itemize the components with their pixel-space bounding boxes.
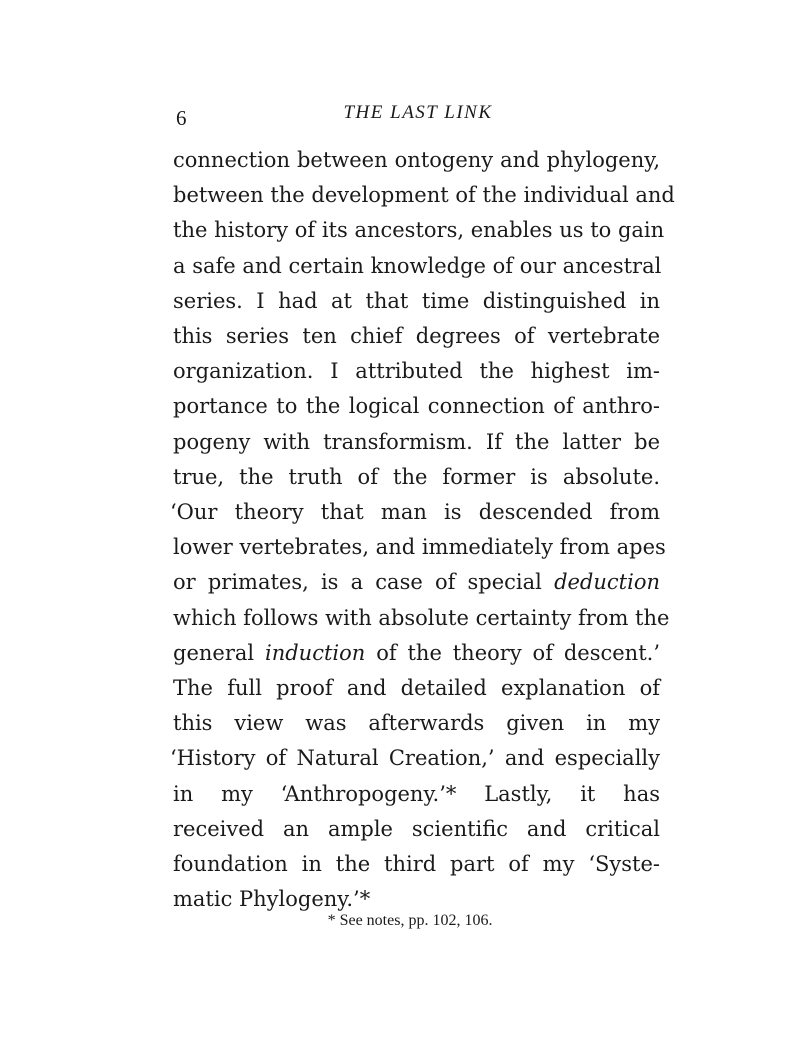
- text-line: [173, 636, 660, 671]
- text-line: foundation in the third part of my ‘Syste-: [173, 852, 660, 877]
- text-segment: or primates, is a case of special: [173, 570, 542, 595]
- text-line: portance to the logical connection of anthro-: [173, 394, 660, 419]
- italic-term: deduction: [554, 570, 660, 595]
- body-text: [170, 143, 675, 917]
- text-line: The full proof and detailed explanation of: [173, 676, 660, 701]
- text-line: true, the truth of the former is absolute.: [173, 464, 660, 489]
- text-line: connection between ontogeny and phylogeny,: [173, 148, 660, 172]
- text-line: this series ten chief degrees of vertebrate: [173, 324, 660, 349]
- italic-term: induction: [265, 640, 366, 665]
- text-line: [173, 565, 660, 600]
- text-line: ‘Our theory that man is descended from: [170, 500, 660, 525]
- page-number: 6: [176, 106, 187, 130]
- text-segment: general: [173, 640, 255, 665]
- text-line: organization. I attributed the highest im-: [173, 359, 660, 384]
- text-line: pogeny with transformism. If the latter be: [173, 429, 660, 454]
- text-line: which follows with absolute certainty from the: [173, 605, 670, 630]
- text-line: ‘History of Natural Creation,’ and especially: [170, 746, 660, 771]
- text-line: a safe and certain knowledge of our ancestral: [173, 253, 662, 278]
- text-line: in my ‘Anthropogeny.’* Lastly, it has: [173, 781, 660, 806]
- text-line: lower vertebrates, and immediately from apes: [173, 535, 666, 560]
- running-head: THE LAST LINK: [343, 102, 493, 123]
- text-line: the history of its ancestors, enables us to gain: [173, 218, 665, 243]
- text-segment: of the theory of descent.’: [376, 640, 661, 665]
- text-line: between the development of the individual and: [173, 183, 675, 208]
- text-line: this view was afterwards given in my: [173, 711, 660, 736]
- text-line: series. I had at that time distinguished in: [173, 288, 660, 313]
- text-line: received an ample scientific and critical: [173, 816, 660, 841]
- footnote: * See notes, pp. 102, 106.: [327, 912, 493, 929]
- text-line: matic Phylogeny.’*: [173, 887, 371, 912]
